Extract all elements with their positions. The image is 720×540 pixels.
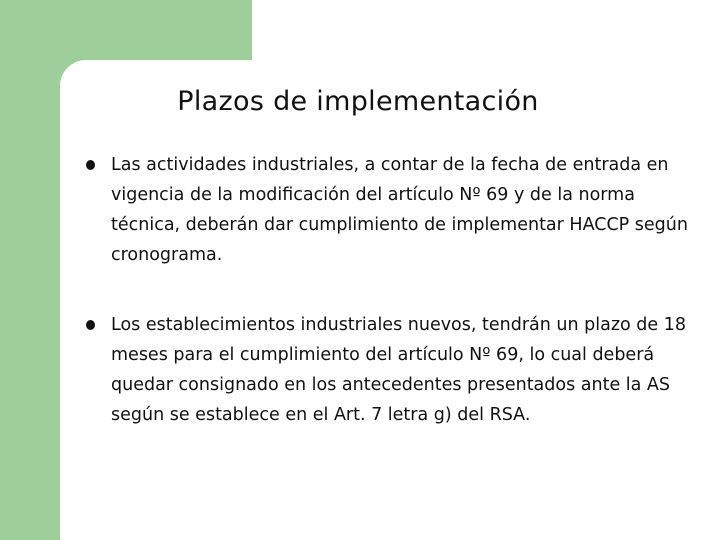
bullet-text: Las actividades industriales, a contar de la fecha de entrada en vigencia de la modificación del artículo Nº 69 y de la norma técnica, deberán dar cumplimiento de implementar HACCP según cronograma. xyxy=(111,155,688,265)
slide-title: Plazos de implementación xyxy=(177,86,539,117)
bullet-item xyxy=(84,150,696,270)
bullet-icon xyxy=(86,160,95,170)
bullet-icon xyxy=(86,320,95,330)
bullet-list xyxy=(84,150,696,470)
bullet-item xyxy=(84,310,696,430)
bullet-text: Los establecimientos industriales nuevos, tendrán un plazo de 18 meses para el cumplimiento del artículo Nº 69, lo cual deberá quedar consignado en los antecedentes presentados ante la AS según se establece en el Art. 7 letra g) del RSA. xyxy=(111,315,687,425)
